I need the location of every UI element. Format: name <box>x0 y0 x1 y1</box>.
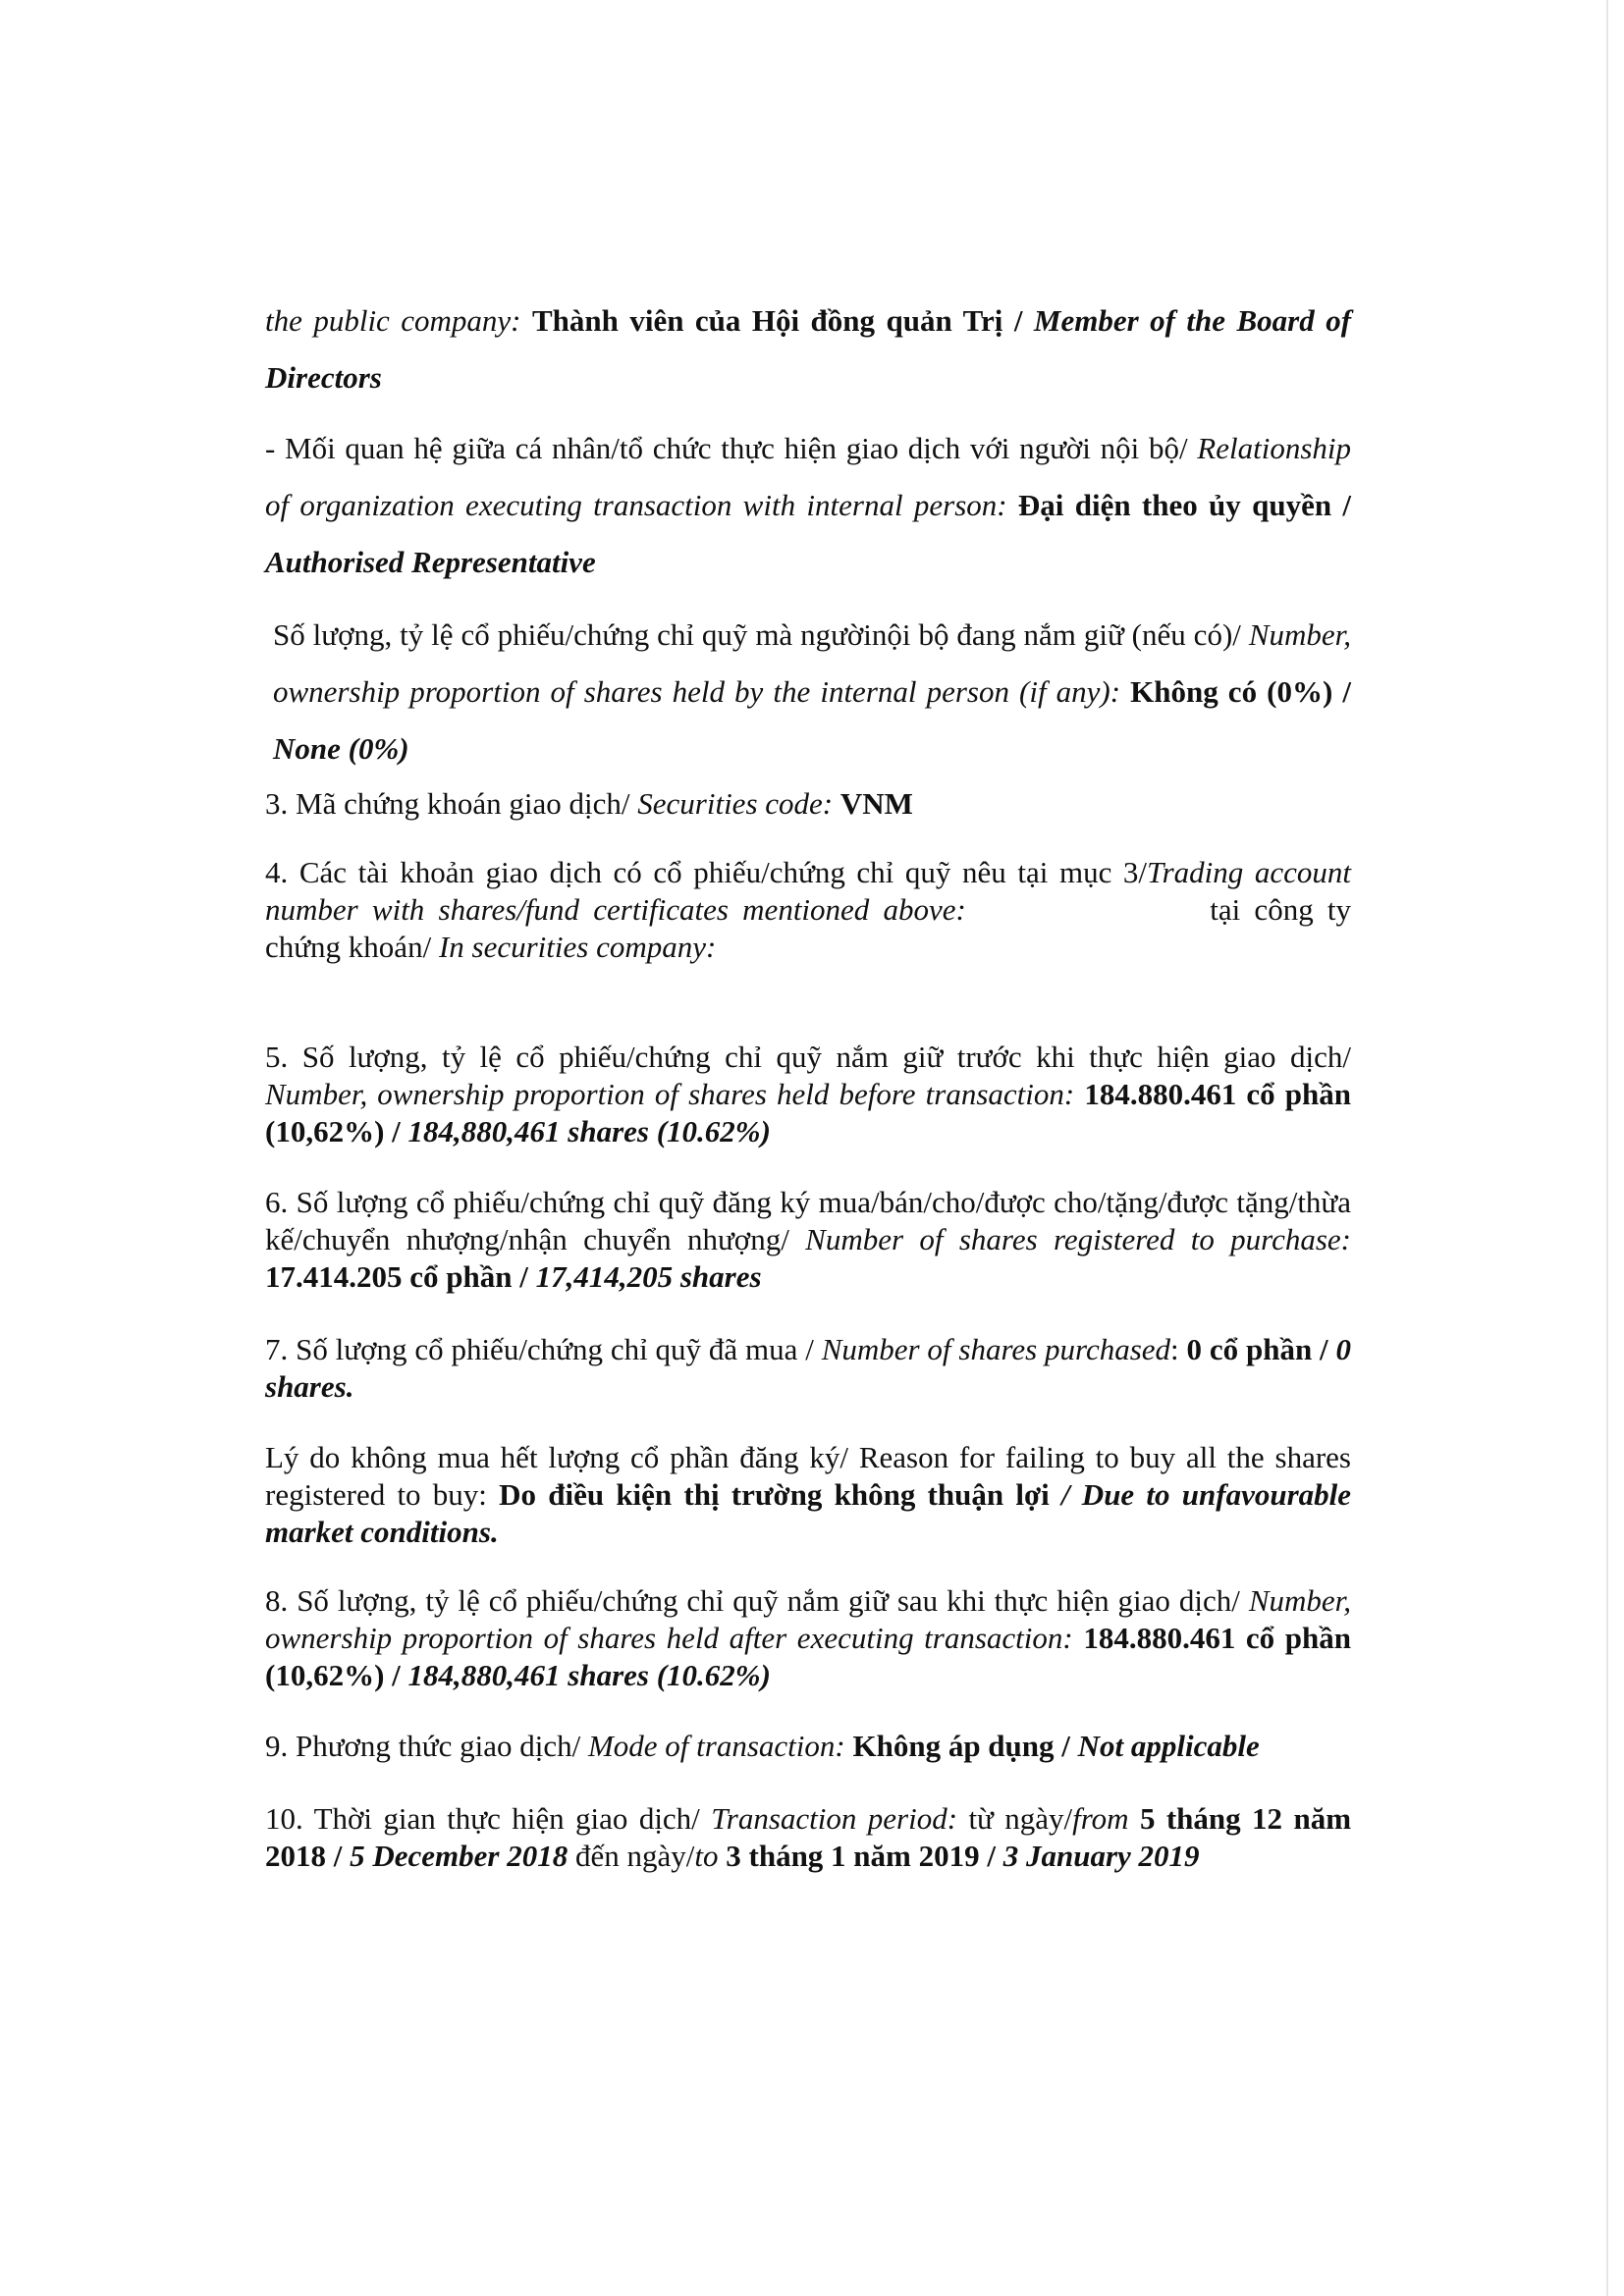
securities-code-label-en: Securities code: <box>637 786 834 821</box>
purchased-shares-value-en: 0 shares. <box>265 1332 1352 1404</box>
relationship-value: Đại diện theo ủy quyền / <box>1017 488 1352 522</box>
registered-shares-label: 6. Số lượng cổ phiếu/chứng chỉ quỹ đăng ký mua/bán/cho/được cho/tặng/được tặng/thừa kế/chuyển nhượng/nhận chuyển nhượng/ <box>265 1185 1351 1256</box>
period-from-label-en: from <box>1072 1801 1129 1836</box>
holding-after-label: 8. Số lượng, tỷ lệ cổ phiếu/chứng chỉ quỹ nắm giữ sau khi thực hiện giao dịch/ <box>265 1583 1240 1618</box>
reason-paragraph <box>265 1439 1351 1551</box>
reason-label: Lý do không mua hết lượng cổ phần đăng ký/ Reason for failing to buy all the shares registered to buy: <box>265 1440 1351 1512</box>
purchased-shares-label-en: Number of shares purchased <box>821 1332 1171 1366</box>
scan-edge-line <box>1606 0 1608 2296</box>
relationship-value-en: Authorised Representative <box>265 545 596 579</box>
period-to-label-en: to <box>694 1839 719 1873</box>
transaction-period-label-en: Transaction period: <box>711 1801 958 1836</box>
role-value: Thành viên của Hội đồng quản Trị / <box>531 303 1023 338</box>
purchased-shares-label: 7. Số lượng cổ phiếu/chứng chỉ quỹ đã mua / <box>265 1332 814 1366</box>
role-value-en: Member of the Board of Directors <box>265 303 1352 395</box>
internal-holding-value-en: None (0%) <box>273 731 409 766</box>
holding-after-label-en: Number, ownership proportion of shares held after executing transaction: <box>265 1583 1352 1655</box>
transaction-mode-label: 9. Phương thức giao dịch/ <box>265 1729 581 1763</box>
internal-holding-label: Số lượng, tỷ lệ cổ phiếu/chứng chỉ quỹ mà ngườinội bộ đang nắm giữ (nếu có)/ <box>273 617 1241 652</box>
holding-after-paragraph <box>265 1582 1351 1694</box>
holding-before-value: 184.880.461 cổ phần (10,62%) / <box>265 1077 1352 1148</box>
securities-company-label-en: In securities company: <box>438 930 717 964</box>
holding-after-value: 184.880.461 cổ phần (10,62%) / <box>265 1621 1352 1692</box>
holding-before-label: 5. Số lượng, tỷ lệ cổ phiếu/chứng chỉ quỹ nắm giữ trước khi thực hiện giao dịch/ <box>265 1040 1351 1074</box>
securities-company-label: tại công ty chứng khoán/ <box>265 892 1352 964</box>
internal-holding-paragraph <box>265 607 1351 777</box>
internal-holding-value: Không có (0%) / <box>1130 674 1351 709</box>
reason-value-en: / Due to unfavourable market conditions. <box>265 1477 1351 1549</box>
securities-code-paragraph <box>265 785 1351 823</box>
trading-account-paragraph <box>265 854 1351 966</box>
period-from-date: 5 tháng 12 năm 2018 / <box>265 1801 1352 1873</box>
registered-shares-value-en: 17,414,205 shares <box>535 1259 762 1294</box>
holding-after-value-en: 184,880,461 shares (10.62%) <box>407 1658 771 1692</box>
securities-code-value: VNM <box>839 786 913 821</box>
holding-before-label-en: Number, ownership proportion of shares held before transaction: <box>265 1077 1075 1111</box>
reason-value: Do điều kiện thị trường không thuận lợi <box>499 1477 1050 1512</box>
holding-before-value-en: 184,880,461 shares (10.62%) <box>407 1114 771 1148</box>
relationship-label-en: Relationship of organization executing transaction with internal person: <box>265 431 1351 522</box>
role-label: the public company: <box>265 303 521 338</box>
purchased-shares-value: 0 cổ phần / <box>1186 1332 1328 1366</box>
period-to-date-en: 3 January 2019 <box>1002 1839 1200 1873</box>
holding-before-paragraph <box>265 1039 1351 1150</box>
transaction-mode-value-en: Not applicable <box>1077 1729 1260 1763</box>
transaction-mode-label-en: Mode of transaction: <box>587 1729 845 1763</box>
trading-account-label-en: Trading account number with shares/fund certificates mentioned above: <box>265 855 1351 927</box>
internal-holding-label-en: Number, ownership proportion of shares held by the internal person (if any): <box>273 617 1352 709</box>
transaction-period-label: 10. Thời gian thực hiện giao dịch/ <box>265 1801 700 1836</box>
period-from-date-en: 5 December 2018 <box>350 1839 568 1873</box>
securities-code-label: 3. Mã chứng khoán giao dịch/ <box>265 786 630 821</box>
registered-shares-label-en: Number of shares registered to purchase: <box>805 1222 1351 1256</box>
transaction-period-paragraph <box>265 1800 1351 1875</box>
purchased-shares-colon: : <box>1170 1332 1179 1366</box>
period-to-date: 3 tháng 1 năm 2019 / <box>726 1839 996 1873</box>
transaction-mode-value: Không áp dụng / <box>852 1729 1070 1763</box>
relationship-paragraph <box>265 420 1351 591</box>
period-to-label: đến ngày/ <box>574 1839 695 1873</box>
registered-shares-value: 17.414.205 cổ phần / <box>265 1259 528 1294</box>
purchased-shares-paragraph <box>265 1331 1351 1406</box>
period-from-label: từ ngày/ <box>968 1801 1073 1836</box>
registered-shares-paragraph <box>265 1184 1351 1296</box>
role-paragraph <box>265 293 1351 406</box>
transaction-mode-paragraph <box>265 1728 1351 1765</box>
trading-account-label: 4. Các tài khoản giao dịch có cổ phiếu/chứng chỉ quỹ nêu tại mục 3/ <box>265 855 1148 889</box>
relationship-label: - Mối quan hệ giữa cá nhân/tổ chức thực hiện giao dịch với người nội bộ/ <box>265 431 1188 465</box>
